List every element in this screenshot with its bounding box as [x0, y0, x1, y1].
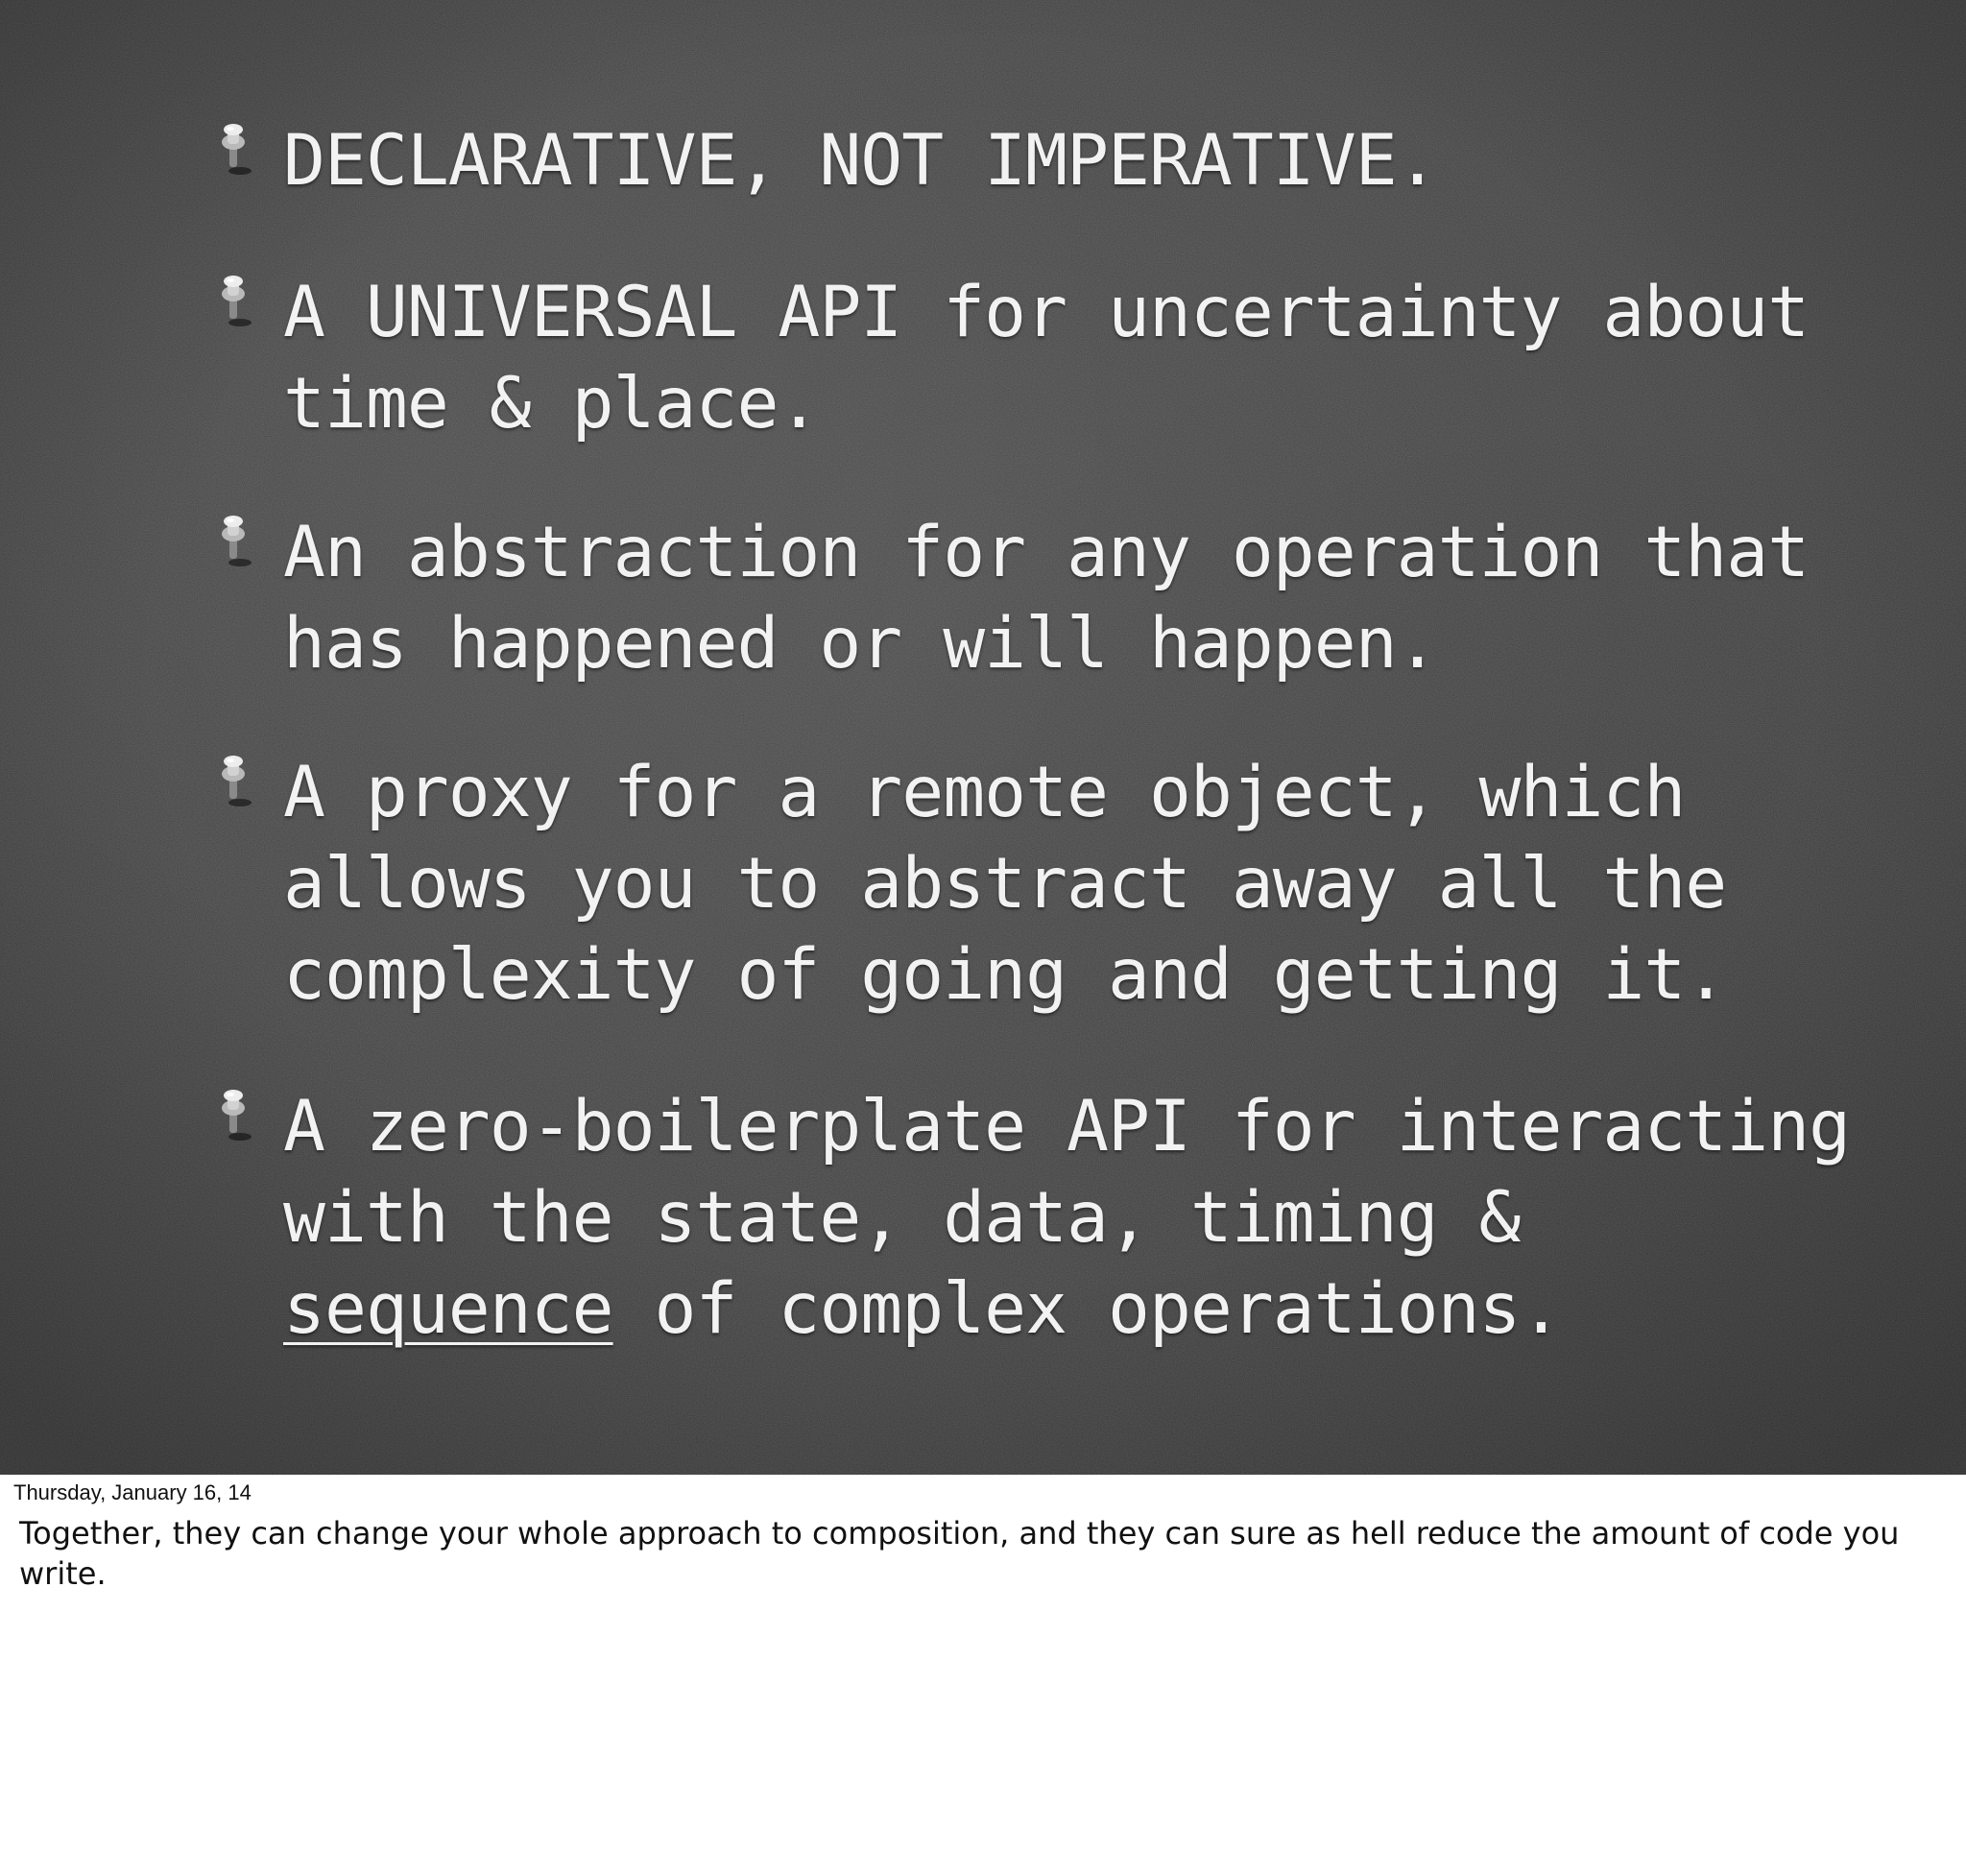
bullet-line: DECLARATIVE, NOT IMPERATIVE.	[283, 120, 1438, 202]
pushpin-icon	[216, 753, 258, 810]
slide-date: Thursday, January 16, 14	[13, 1480, 252, 1504]
bullet-line: A UNIVERSAL API for uncertainty about	[283, 272, 1810, 353]
bullet-line: complexity of going and getting it.	[283, 934, 1727, 1016]
bullet-text	[283, 747, 1906, 1021]
bullet-text	[283, 1081, 1906, 1355]
bullet-text	[283, 507, 1906, 689]
bullet-line: time & place.	[283, 363, 820, 445]
pushpin-icon	[216, 513, 258, 570]
pushpin-icon	[216, 1087, 258, 1144]
bullet-text	[283, 267, 1906, 449]
bullet-line	[283, 1263, 1906, 1355]
bullet-line: allows you to abstract away all the	[283, 843, 1727, 925]
bullet-line: An abstraction for any operation that	[283, 512, 1810, 593]
bullet-line: A zero-boilerplate API for interacting	[283, 1086, 1851, 1167]
bullet-line: has happened or will happen.	[283, 603, 1438, 685]
underlined-word: sequence	[283, 1268, 613, 1350]
speaker-notes: Together, they can change your whole approach to composition, and they can sure as hell reduce the amount of code you write.	[19, 1515, 1900, 1592]
pushpin-icon	[216, 121, 258, 179]
bullet-line: A proxy for a remote object, which	[283, 752, 1686, 833]
bullet-text	[283, 115, 1906, 206]
bullet-line: with the state, data, timing &	[283, 1177, 1521, 1259]
bullet-line-rest: of complex operations.	[612, 1268, 1562, 1350]
pushpin-icon	[216, 273, 258, 330]
